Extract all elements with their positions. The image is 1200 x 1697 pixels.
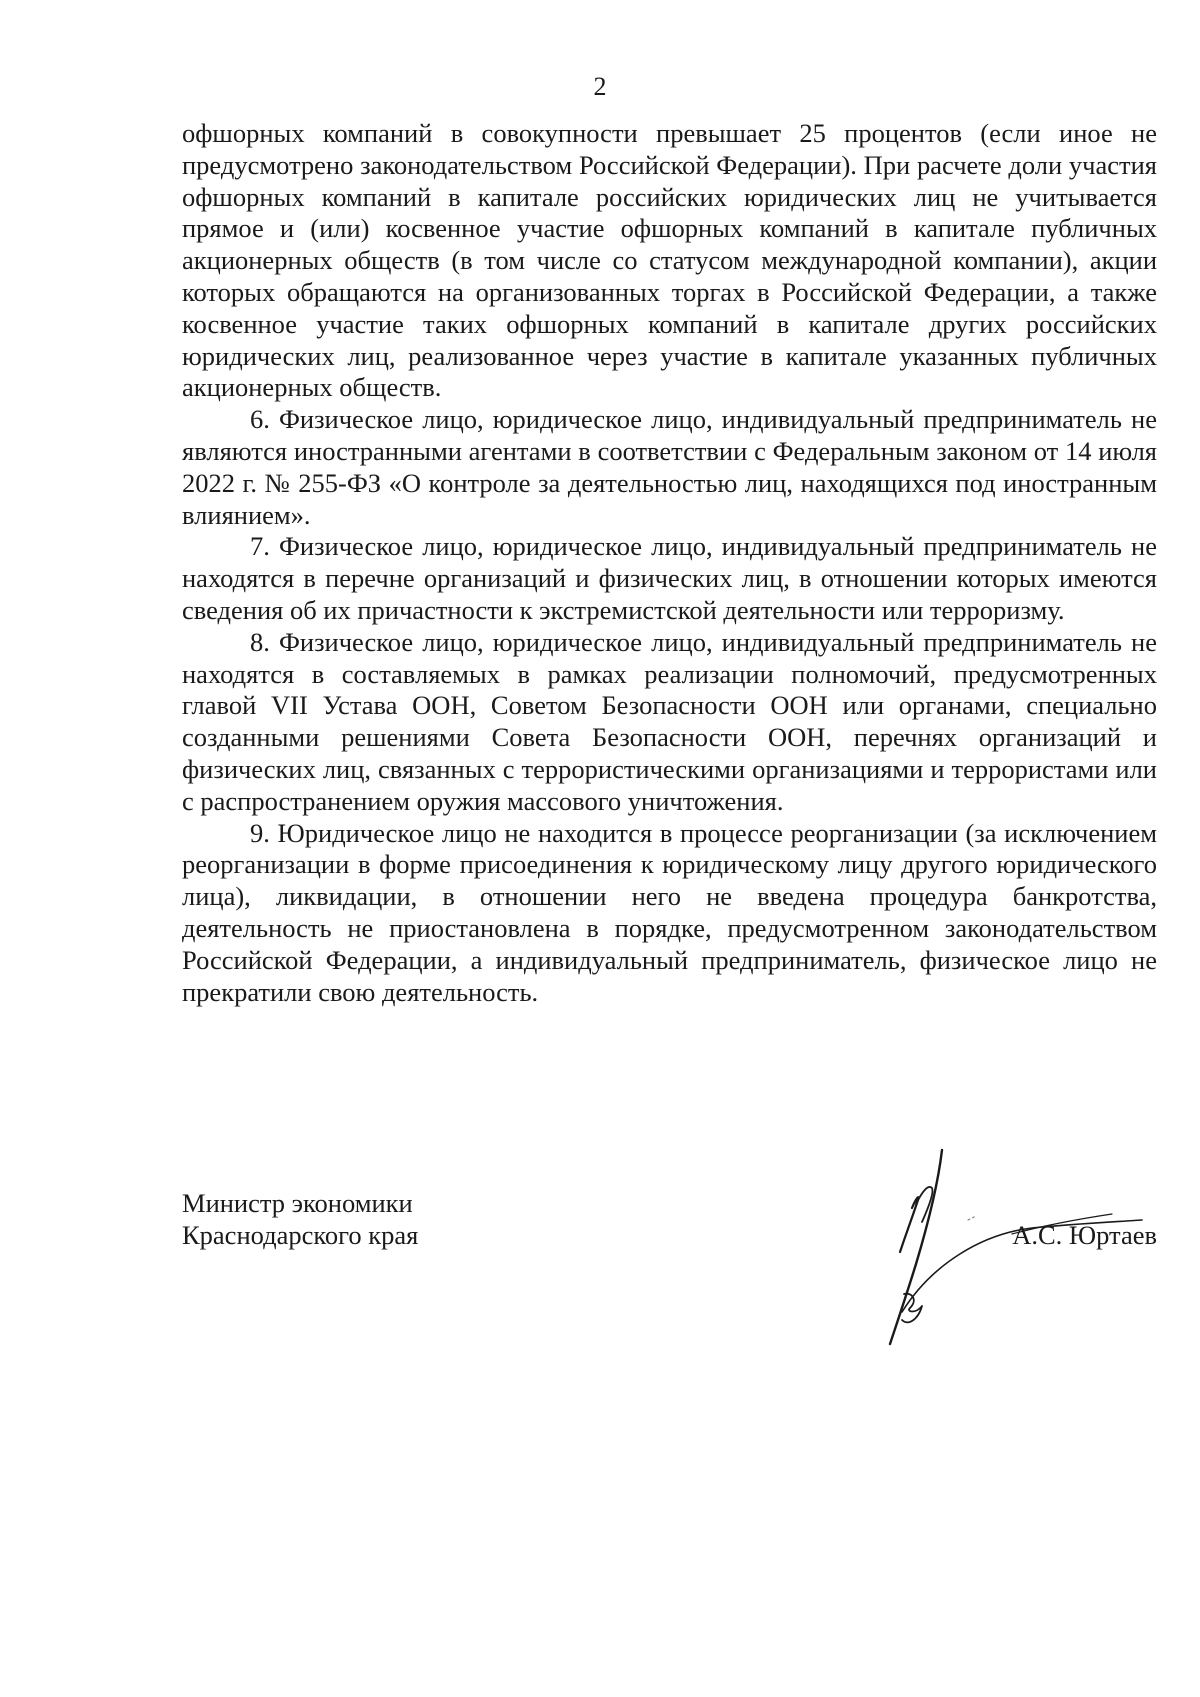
paragraph-offshore-share: офшорных компаний в совокупности превышает 25 процентов (если иное не предусмотрено законодательством Российской Федерации). При расчете доли участия офшорных компаний в капитале российских юридических лиц не учитывается прямое и (или) косвенное участие офшорных компаний в капитале публичных акционерных обществ (в том числе со статусом международной компании), акции которых обращаются на организованных торгах в Российской Федерации, а также косвенное участие таких офшорных компаний в капитале других российских юридических лиц, реализованное через участие в капитале указанных публичных акционерных обществ. <box>182 118 1157 403</box>
signer-position-line-2: Краснодарского края <box>182 1219 419 1250</box>
signer-name: А.С. Юртаев <box>1012 1220 1157 1250</box>
handwritten-signature-icon <box>872 1144 1152 1364</box>
paragraph-item-7: 7. Физическое лицо, юридическое лицо, индивидуальный предприниматель не находятся в перечне организаций и физических лиц, в отношении которых имеются сведения об их причастности к экстремистской деятельности или терроризму. <box>182 531 1157 625</box>
paragraph-item-8: 8. Физическое лицо, юридическое лицо, индивидуальный предприниматель не находятся в составляемых в рамках реализации полномочий, предусмотренных главой VII Устава ООН, Советом Безопасности ООН или органами, специально созданными решениями Совета Безопасности ООН, перечнях организаций и физических лиц, связанных с террористическими организациями и террористами или с распространением оружия массового уничтожения. <box>182 626 1157 816</box>
document-body <box>182 118 1157 1008</box>
paragraph-item-6: 6. Физическое лицо, юридическое лицо, индивидуальный предприниматель не являются иностранными агентами в соответствии с Федеральным законом от 14 июля 2022 г. № 255-ФЗ «О контроле за деятельностью лиц, находящихся под иностранным влиянием». <box>182 404 1157 530</box>
page-number: 2 <box>593 72 607 101</box>
signature-block <box>182 1188 1157 1348</box>
paragraph-item-9: 9. Юридическое лицо не находится в процессе реорганизации (за исключением реорганизации в форме присоединения к юридическому лицу другого юридического лица), ликвидации, в отношении него не введена процедура банкротства, деятельность не приостановлена в порядке, предусмотренном законодательством Российской Федерации, а индивидуальный предприниматель, физическое лицо не прекратили свою деятельность. <box>182 817 1157 1007</box>
signer-position-line-1: Министр экономики <box>182 1188 413 1218</box>
signer-position <box>182 1188 642 1252</box>
